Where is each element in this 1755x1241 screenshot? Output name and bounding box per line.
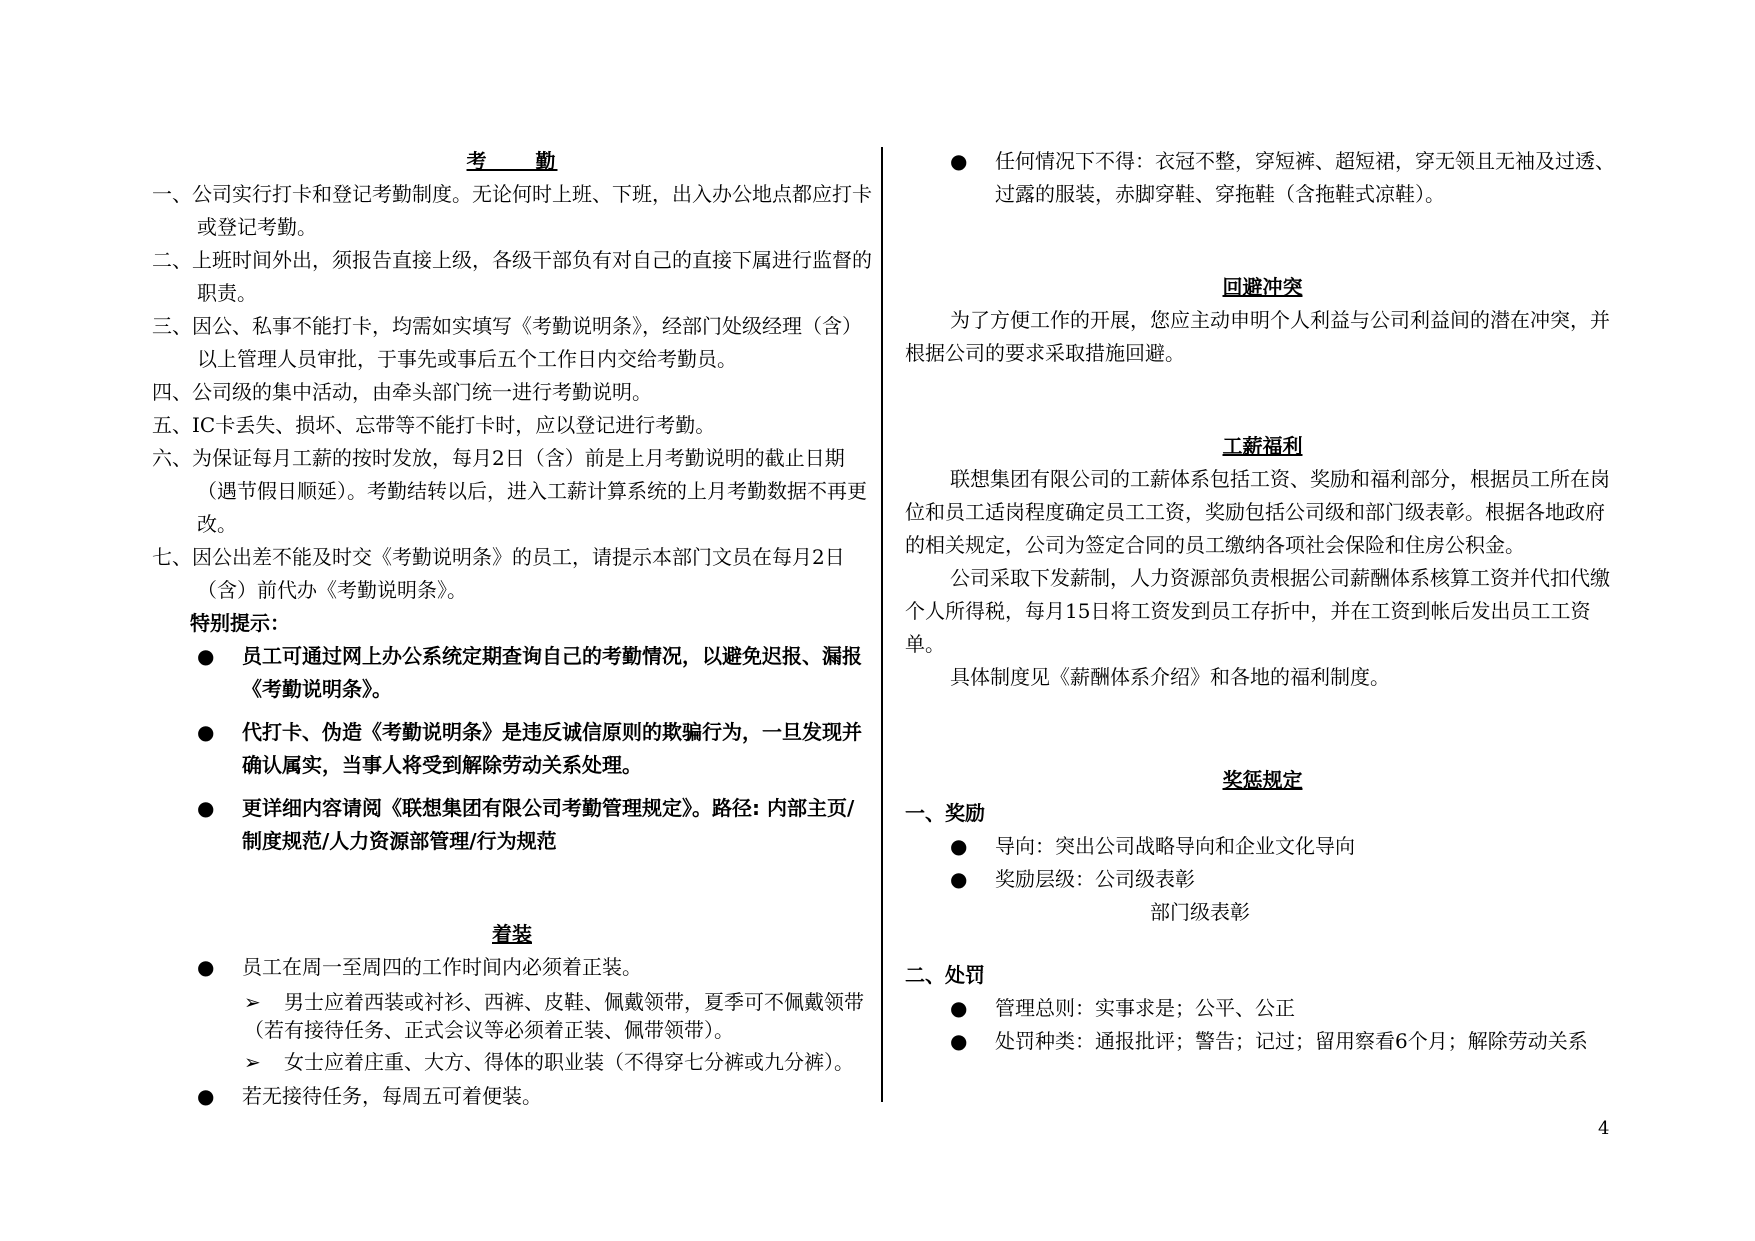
attendance-item-2: 二、上班时间外出，须报告直接上级，各级干部负有对自己的直接下属进行监督的职责。 [152,248,872,305]
dress-item-weekday [197,951,872,984]
bullet-icon: ● [197,644,215,668]
salary-paragraph: 联想集团有限公司的工薪体系包括工资、奖励和福利部分，根据员工所在岗位和员工适岗程度确定员工工资，奖励包括公司级和部门级表彰。根据各地政府的相关规定，公司为签定合同的员工缴纳各项社会保险和住房公积金。 [905,467,1610,557]
attendance-item-1: 一、公司实行打卡和登记考勤制度。无论何时上班、下班，出入办公地点都应打卡或登记考勤。 [152,182,872,239]
bullet-icon: ● [950,1029,968,1053]
column-divider [881,147,883,1102]
attendance-title: 考 勤 [466,149,558,173]
reward-direction-item [950,830,1620,863]
salary-title: 工薪福利 [1222,434,1303,458]
bullet-icon: ● [950,867,968,891]
salary-paragraph: 具体制度见《薪酬体系介绍》和各地的福利制度。 [950,665,1390,689]
attendance-item-6: 六、为保证每月工薪的按时发放，每月2日（含）前是上月考勤说明的截止日期（遇节假日顺延）。考勤结转以后，进入工薪计算系统的上月考勤数据不再更改。 [152,446,867,536]
dress-item-prohibited [950,145,1620,211]
bullet-icon: ● [197,1084,215,1108]
special-notice-heading: 特别提示： [190,611,290,635]
dress-item-friday [197,1080,872,1113]
right-column [905,145,1620,1058]
reward-direction-text: 导向：突出公司战略导向和企业文化导向 [995,834,1355,858]
dress-sub-item-text: 男士应着西装或衬衫、西裤、皮鞋、佩戴领带，夏季可不佩戴领带（若有接待任务、正式会议等必须着正装、佩带领带）。 [244,990,864,1042]
bullet-icon: ● [197,955,215,979]
attendance-item-3: 三、因公、私事不能打卡，均需如实填写《考勤说明条》，经部门处级经理（含）以上管理人员审批，于事先或事后五个工作日内交给考勤员。 [152,314,862,371]
dress-item-text: 若无接待任务，每周五可着便装。 [242,1084,542,1108]
conflict-title: 回避冲突 [1222,275,1303,299]
special-notice-item [197,716,872,782]
bullet-icon: ● [950,149,968,173]
dress-title: 着装 [492,922,532,946]
special-notice-text: 代打卡、伪造《考勤说明条》是违反诚信原则的欺骗行为，一旦发现并确认属实，当事人将受到解除劳动关系处理。 [242,720,862,777]
attendance-item-7: 七、因公出差不能及时交《考勤说明条》的员工，请提示本部门文员在每月2日（含）前代办《考勤说明条》。 [152,545,845,602]
bullet-icon: ● [950,996,968,1020]
dress-sub-item-text: 女士应着庄重、大方、得体的职业装（不得穿七分裤或九分裤）。 [284,1050,854,1074]
dress-sub-item-women [244,1048,872,1076]
penalty-types-item [950,1025,1620,1058]
salary-paragraph: 公司采取下发薪制，人力资源部负责根据公司薪酬体系核算工资并代扣代缴个人所得税，每月15日将工资发到员工存折中，并在工资到帐后发出员工工资单。 [905,566,1610,656]
rewards-title: 奖惩规定 [1222,768,1303,792]
penalty-heading: 二、处罚 [905,963,985,987]
penalty-types-text: 处罚种类：通报批评；警告；记过；留用察看6个月；解除劳动关系 [995,1029,1588,1053]
reward-levels-item [950,863,1620,896]
bullet-icon: ● [197,796,215,820]
reward-heading: 一、奖励 [905,801,985,825]
conflict-text: 为了方便工作的开展，您应主动申明个人利益与公司利益间的潜在冲突，并根据公司的要求采取措施回避。 [905,308,1610,365]
arrow-bullet-icon: ➢ [244,1050,261,1074]
left-column [152,145,872,1113]
bullet-icon: ● [197,720,215,744]
penalty-principle-item [950,992,1620,1025]
arrow-bullet-icon: ➢ [244,990,261,1014]
special-notice-item [197,792,872,858]
bullet-icon: ● [950,834,968,858]
dress-item-text: 任何情况下不得：衣冠不整，穿短裤、超短裙，穿无领且无袖及过透、过露的服装，赤脚穿鞋、穿拖鞋（含拖鞋式凉鞋）。 [995,149,1615,206]
attendance-item-4: 四、公司级的集中活动，由牵头部门统一进行考勤说明。 [152,380,652,404]
dress-item-text: 员工在周一至周四的工作时间内必须着正装。 [242,955,642,979]
penalty-principle-text: 管理总则：实事求是；公平、公正 [995,996,1295,1020]
reward-levels-text: 奖励层级：公司级表彰 [995,867,1195,891]
special-notice-text: 更详细内容请阅《联想集团有限公司考勤管理规定》。路径: 内部主页/制度规范/人力资源部管理/行为规范 [242,796,855,853]
dress-sub-item-men [244,988,872,1044]
reward-levels-text-2: 部门级表彰 [1150,900,1250,924]
special-notice-item [197,640,872,706]
special-notice-text: 员工可通过网上办公系统定期查询自己的考勤情况，以避免迟报、漏报《考勤说明条》。 [242,644,862,701]
page-number: 4 [1598,1118,1610,1139]
attendance-item-5: 五、IC卡丢失、损坏、忘带等不能打卡时，应以登记进行考勤。 [152,413,716,437]
